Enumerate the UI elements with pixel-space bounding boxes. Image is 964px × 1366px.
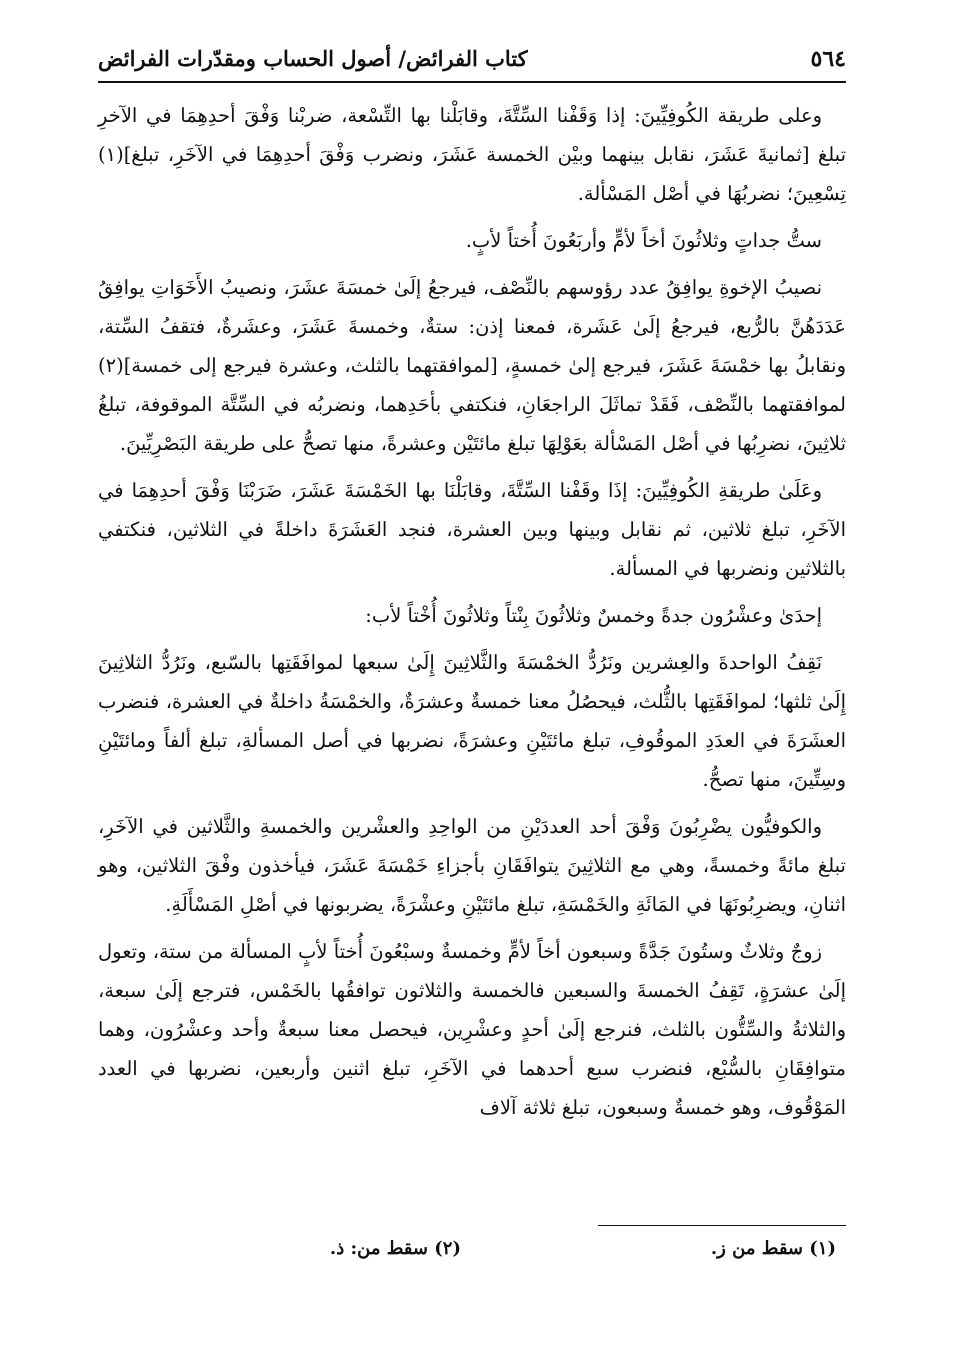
paragraph: نَقِفُ الواحدةَ والعِشرين ونَرُدُّ الخمْسَةَ والثَّلاثِينَ إِلَىٰ سبعها لموافَقَتِها بالسّبع، ونَرُدُّ الثلاثِينَ إِلَىٰ ثلثها؛ لموافَقَتِها بالثُّلث، فيحصُلُ معنا خمسةٌ وعشرَةٌ، والخمْسَةُ داخلةٌ في العشرة، فنضرب العشَرَةَ في العدَدِ الموقُوفِ، تبلغ مائتَيْنِ وعشرَةً، نضربها في أصل المسألةِ، تبلغ ألفاً ومائتَيْنِ وسِتِّينَ، منها تصحُّ. [98,651,846,791]
page-header [98,40,846,80]
page-number: ٥٦٤ [810,46,846,72]
paragraph: ستُّ جداتٍ وثلاثُونَ أخاً لأمٍّ وأربَعُونَ أُختاً لأبٍ. [465,229,822,252]
footnote-1: (١) سقط من ز. [710,1238,836,1259]
main-text [98,96,846,1135]
paragraph: والكوفيُّون يضْرِبُونَ وَفْقَ أحد العددَيْنِ من الواحِدِ والعشْرين والخمسةِ والثَّلاثين في الآخَرِ، تبلغ مائةً وخمسةً، وهي مع الثلاثِينَ يتوافَقَانِ بأجزاءِ خَمْسَةَ عَشَرَ، فيأخذون وفْقَ الثلاثين، وهو اثنانِ، ويضرِبُونَهَا في المَائَةِ والخَمْسَةِ، تبلغ مائتَيْنِ وعشْرَةً، يضربونها في أصْلِ المَسْأَلَةِ. [98,815,846,916]
footnote-2: (٢) سقط من: ذ. [329,1238,461,1259]
running-title: كتاب الفرائض/ أصول الحساب ومقدّرات الفرائض [98,46,528,71]
paragraph: وعَلَىٰ طريقةِ الكُوفِيِّينَ: إذَا وقَفْنا السِّتَّةَ، وقابَلْنَا بها الخَمْسَةَ عَشَرَ، ضَرَبْنَا وَفْقَ أحدِهِمَا في الآخَرِ، تبلغ ثلاثين، ثم نقابل وبينها وبين العشرة، فنجد العَشَرَةَ داخلةً في الثلاثين، فنكتفي بالثلاثين ونضربها في المسألة. [98,479,846,580]
paragraph: إحدَىٰ وعشْرُون جدةً وخمسٌ وثلاثُونَ بِنْتاً وثلاثُونَ أُخْتاً لأب: [365,604,822,627]
header-rule [98,81,846,83]
paragraph: وعلى طريقة الكُوفِيِّينَ: إذا وَقَفْنا السِّتَّةَ، وقابَلْنا بها التِّسْعة، ضربْنا وَفْقَ أحدِهِمَا في الآخرِ تبلغ [ثمانيةَ عَشَرَ، نقابل بينهما وبيْن الخمسة عَشَرَ، ونضرب وَفْقَ أحدِهِمَا في الآخَرِ، تبلغ](١) تِسْعِينَ؛ نضربُهَا في أصْل المَسْألة. [98,104,846,205]
paragraph: زوجٌ وثلاثٌ وستُونَ جَدَّةً وسبعون أخاً لأمٍّ وخمسةٌ وسبْعُونَ أُختاً لأبٍ المسألة من ستة، وتعول إلَىٰ عشرَةٍ، تَقِفُ الخمسةَ والسبعين فالخمسة والثلاثون توافقُها بالخَمْس، فترجع إلَىٰ سبعة، والثلاثةُ والسِّتُّون بالثلث، فنرجع إلَىٰ أحدٍ وعشْرِين، فيحصل معنا سبعةٌ وأحد وعشْرُون، وهما متوافِقَانِ بالسُّبْع، فنضرب سبع أحدهما في الآخَرِ، تبلغ اثنين وأربعين، نضربها في العدد المَوْقُوف، وهو خمسةٌ وسبعون، تبلغ ثلاثة آلاف [98,940,846,1119]
footnotes [98,1238,846,1268]
paragraph: نصيبُ الإخوةِ يوافِقُ عدد رؤوسهم بالنِّصْف، فيرجعُ إلَىٰ خمسَةَ عشَرَ، ونصيبُ الأَخَوَاتِ يوافِقُ عَدَدَهُنَّ بالرُّبع، فيرجعُ إلَىٰ عَشَرة، فمعنا إذن: ستةٌ، وخمسةَ عَشَرَ، وعشَرةٌ، فتقفُ السِّتة، ونقابلُ بها خمْسَةَ عَشَرَ، فيرجع إلىٰ خمسةٍ، [لموافقتهما بالثلث، وعشرة فيرجع إلى خمسة](٢) لموافقتهما بالنِّصْف، فَقَدْ تماثَلَ الراجعَانِ، فنكتفي بأحَدِهما، ونضربُه في السِّتَّة الموقوفة، تبلغُ ثلاثِينَ، نضرِبُها في أصْل المَسْألة بعَوْلِهَا تبلغ مائتَيْن وعشرةً، منها تصحُّ على طريقة البَصْرِيِّينَ. [98,276,846,455]
footnote-rule [598,1225,846,1226]
